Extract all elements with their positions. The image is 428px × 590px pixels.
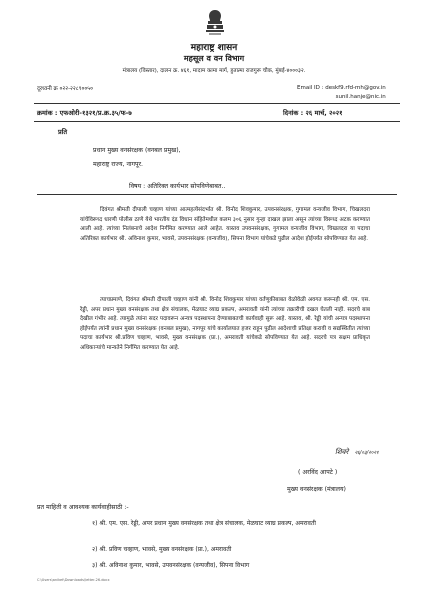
email-primary: Email ID : deskf9.rfd-mh@gov.in xyxy=(297,85,386,91)
office-address: मंत्रालय (विस्तार), दालन क्र. ४६१, मादाम कामा मार्ग, हुतात्मा राजगुरू चौक, मुंबई-४०००३२. xyxy=(122,68,306,74)
reference-number: क्रमांक : एफओरी-१३२१/प्र.क्र.३५/फ-७ xyxy=(37,109,132,117)
signature-date: २६/०३/२०२१ xyxy=(354,450,379,456)
government-title: महाराष्ट्र शासन xyxy=(190,43,238,53)
cc-item: १) श्री. एम. एस. रेड्डी, अपर प्रधान मुख्य वनसंरक्षक तथा क्षेत्र संचालक, मेळघाट व्याघ्र प्रकल्प, अमरावती xyxy=(92,520,316,527)
department-name: महसूल व वन विभाग xyxy=(183,54,245,63)
recipient-line-1: प्रधान मुख्य वनसंरक्षक (वनबल प्रमुख), xyxy=(93,147,181,154)
recipient-block xyxy=(93,144,181,172)
ashoka-emblem-icon xyxy=(203,8,227,38)
reference-divider xyxy=(34,121,400,122)
handwritten-signature xyxy=(335,448,379,457)
office-email xyxy=(297,84,386,102)
letter-date: दिनांक : २६ मार्च, २०२१ xyxy=(283,109,343,117)
body-paragraph-1: दिवंगत श्रीमती दीपाली चव्हाण यांच्या आत्महत्येसंदर्भात श्री. विनोद शिवकुमार, उपवनसंरक्षक, गुगामल वन्यजीव विभाग, चिखलदरा यांचेविरूध्द धारणी पोलीस ठाणे येथे भारतीय दंड विधान संहितेमधील कलम ३०६ नुसार गुन्हा दाखल झाला असून त्यांच्या विरूध्द अटक करण्यात आली आहे. त्यांच्या निलंबनाचे आदेश निर्गमित करण्यात आले आहेत. यास्तव उपवनसंरक्षक, गुगामल वन्यजीव विभाग, चिखलदरा या पदाचा अतिरिक्त कार्यभार श्री. अविनाश कुमार, भावसे, उपवनसंरक्षक (वन्यजीव), सिपना विभाग यांचेकडे पुढील आदेश होईपर्यंत सोपविण्यात येत आहे. xyxy=(80,207,370,242)
signatory-name: ( अरविंद आपटे ) xyxy=(298,469,338,476)
subject-line: विषय : अतिरिक्त कार्यभार सोपविणेबाबत.. xyxy=(129,183,226,190)
recipient-line-2: महाराष्ट्र राज्य, नागपूर. xyxy=(93,161,144,168)
cc-item: २) श्री. प्रविण चव्हाण, भावसे, मुख्य वनसंरक्षक (प्रा.), अमरावती xyxy=(92,546,232,553)
office-phone: दूरध्वनी क्र ०२२-२२८९००५० xyxy=(37,86,93,92)
signature-scribble: शिवरे xyxy=(335,448,349,456)
file-path-footer: C:\Users\aniket\Downloads\letter-26.docx xyxy=(37,578,110,582)
header-divider xyxy=(34,103,400,104)
body-paragraph-2: त्याचप्रमाणे, दिवंगत श्रीमती दीपाली चव्हाण यांनी श्री. विनोद शिवकुमार यांच्या वर्तणुकीबाबत वेळोवेळी अवगत करूनही श्री. एम. एस. रेड्डी, अपर प्रधान मुख्य वनसंरक्षक तथा क्षेत्र संचालक, मेळघाट व्याघ्र प्रकल्प, अमरावती यांनी त्यांच्या तक्रारीची दखल घेतली नाही. सदरचे बाब देखील गंभीर आहे. त्यामुळे त्यांना सदर पदावरून अन्यत्र पदस्थापना देण्याबाबतची कार्यवाही सुरू आहे. यास्तव, श्री. रेड्डी यांची अन्यत्र पदस्थापना होईपर्यंत त्यांनी प्रधान मुख्य वनसंरक्षक (वनबल प्रमुख), नागपूर यांचे कार्यालयात हजर राहून पुढील आदेशाची प्रतिक्षा करावी व सद्यस्थितीत त्यांच्या पदाचा कार्यभार श्री.प्रविण चव्हाण, भावसे, मुख्य वनसंरक्षक (प्रा.), अमरावती यांचेकडे सोपविण्यात येत आहे. सदरचे पत्र सक्षम प्राधिकृत अधिकाऱ्यांचे मान्यतेने निर्गमित करण्यात येत आहे. xyxy=(80,297,370,351)
cc-heading: प्रत माहिती व आवश्यक कार्यवाहीसाठी :- xyxy=(37,504,129,511)
subject-divider xyxy=(37,194,397,195)
cc-item: ३) श्री. अविनाश कुमार, भावसे, उपवनसंरक्षक (वन्यजीव), सिपना विभाग xyxy=(92,562,250,569)
email-secondary: sunil.hanje@nic.in xyxy=(335,94,386,100)
prati-label: प्रति xyxy=(58,128,68,136)
signatory-designation: मुख्य वनसंरक्षक (मंत्रालय) xyxy=(287,486,346,493)
